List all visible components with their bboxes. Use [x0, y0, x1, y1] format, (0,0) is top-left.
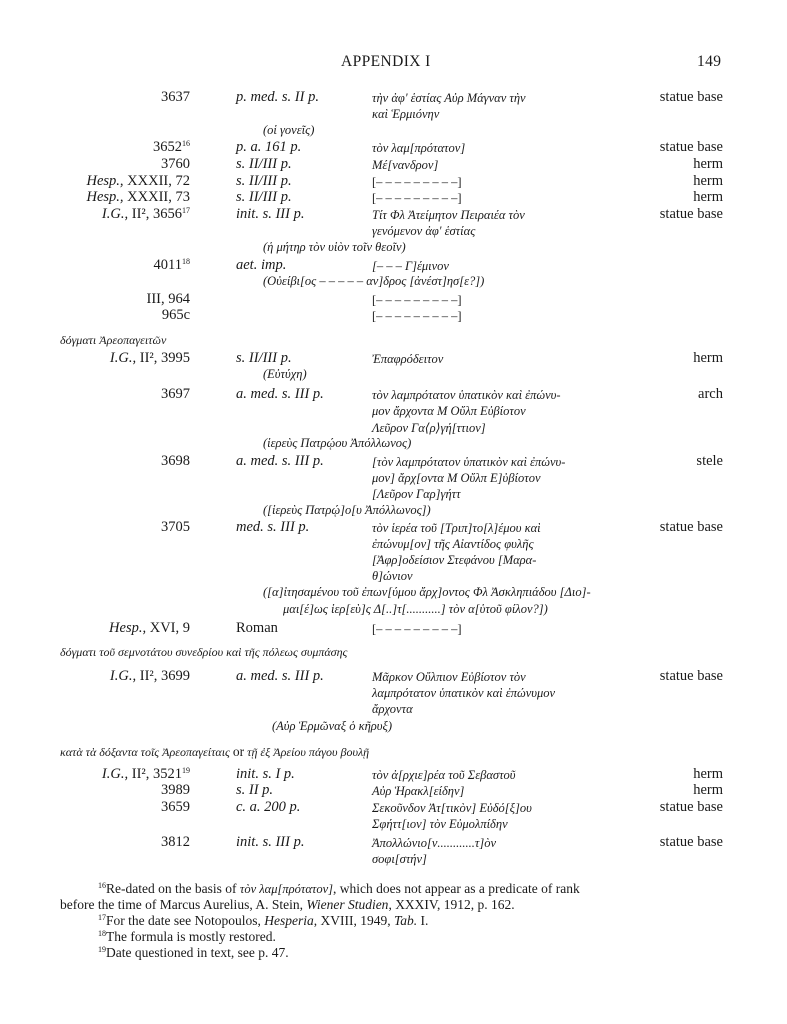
page-number: 149: [697, 53, 722, 70]
note-3697: (ἱερεὺς Πατρῴου Ἀπόλλωνος): [263, 436, 412, 450]
text-ig-3995: Ἐπαφρόδειτον: [372, 352, 444, 366]
type-hesp-xxxii-72: herm: [693, 173, 723, 189]
text-iii-964: [– – – – – – – – –]: [372, 293, 462, 307]
ref-3989: 3989: [161, 782, 190, 798]
note-ig-3699: (Αὐρ Ἑρμῶναξ ὁ κῆρυξ): [272, 719, 393, 733]
date-3698: a. med. s. III p.: [236, 453, 324, 469]
text-3652: τὸν λαμ[πρότατον]: [372, 141, 466, 155]
text-4011-line2: (Οὐείβι[ος – – – – – αν]δρος [ἀνέστ]ησ[ε?]): [263, 274, 485, 288]
text-3812-line2: σοφι[στήν]: [372, 852, 427, 866]
ref-965c: 965c: [161, 307, 190, 323]
text-3637-line1: τὴν ἀφ' ἑστίας Αὐρ Μάγναν τὴν: [372, 91, 526, 105]
text-4011-line1: [– – – Γ]έμινον: [372, 259, 449, 273]
note-3705-line2: μαι[έ]ως ἱερ[εὺ]ς Δ[..]τ[...........] τὸν α[ὑτοῦ φίλον?]): [283, 602, 548, 616]
text-3697-line3: Λεῦρον Γα⟨ρ⟩γή[ττιον]: [372, 421, 486, 435]
text-ig-3699-line2: λαμπρότατον ὑπατικὸν καὶ ἐπώνυμον: [372, 686, 556, 700]
ref-iii-964: III, 964: [146, 291, 190, 307]
text-3698-line1: [τὸν λαμπρότατον ὑπατικὸν καὶ ἐπώνυ-: [372, 455, 566, 469]
date-3637: p. med. s. II p.: [236, 89, 319, 105]
text-3637-line2: καὶ Ἑρμιόνην: [372, 107, 440, 121]
ref-3705: 3705: [161, 519, 190, 535]
text-965c: [– – – – – – – – –]: [372, 309, 462, 323]
date-4011: aet. imp.: [236, 257, 287, 273]
text-3705-line3: [Ἀφρ]οδείσιον Στεφάνου [Μαρα-: [372, 553, 537, 567]
text-3705-line1: τὸν ἱερέα τοῦ [Τριπ]το[λ]έμου καὶ: [372, 521, 541, 535]
type-ig-3995: herm: [693, 350, 723, 366]
ref-3760: 3760: [161, 156, 190, 172]
type-3705: statue base: [659, 519, 723, 535]
type-3698: stele: [696, 453, 723, 469]
date-ig-3699: a. med. s. III p.: [236, 668, 324, 684]
date-3652: p. a. 161 p.: [236, 139, 302, 155]
text-3659-line1: Σεκοῦνδον Ἀτ[τικὸν] Εὐδό[ξ]ου: [372, 801, 532, 815]
ref-3637: 3637: [161, 89, 190, 105]
ref-ig-3656: I.G., II², 3656$^{17}$: [101, 206, 190, 222]
footnote-16-line1: $^{16}$Re-dated on the basis of τὸν λαμ[πρότατον], which does not appear as a predicate of rank: [98, 881, 580, 896]
section-heading-areopagus: κατὰ τὰ δόξαντα τοῖς Ἀρεοπαγείταις or τῇ ἐξ Ἀρείου πάγου βουλῇ: [60, 744, 370, 759]
footnote-ref-18: 18: [182, 257, 190, 266]
text-ig-3656-line1: Τίτ Φλ Ἀτείμητον Πειραιέα τὸν: [372, 208, 525, 222]
text-ig-3699-line3: ἄρχοντα: [372, 702, 413, 716]
type-3697: arch: [698, 386, 723, 402]
text-3697-line1: τὸν λαμπρότατον ὑπατικὸν καὶ ἐπώνυ-: [372, 388, 561, 402]
type-ig-3656: statue base: [659, 206, 723, 222]
text-3812-line1: Ἀπολλώνιο[ν............τ]ὸν: [372, 836, 497, 850]
text-ig-3656-line2: γενόμενον ἀφ' ἑστίας: [372, 224, 476, 238]
footnote-ref-16: 16: [182, 139, 190, 148]
note-ig-3995: (Εὐτύχη): [263, 367, 307, 381]
text-hesp-xxxii-73: [– – – – – – – – –]: [372, 191, 462, 205]
footnote-17: $^{17}$For the date see Notopoulos, Hesperia, XVIII, 1949, Tab. I.: [98, 913, 429, 928]
note-3637: (οἱ γονεῖς): [263, 123, 315, 137]
footnote-ref-17: 17: [182, 206, 190, 215]
footnote-ref-19: 19: [182, 766, 190, 775]
type-3760: herm: [693, 156, 723, 172]
text-3698-line3: [Λεῦρον Γαρ]γήττ: [372, 487, 461, 501]
section-heading-areopagites: δόγματι Ἀρεοπαγειτῶν: [60, 333, 167, 347]
type-hesp-xxxii-73: herm: [693, 189, 723, 205]
text-ig-3699-line1: Μᾶρκον Οὔλπιον Εὐβίοτον τὸν: [372, 670, 526, 684]
footnote-18: $^{18}$The formula is mostly restored.: [98, 929, 276, 944]
type-ig-3699: statue base: [659, 668, 723, 684]
date-ig-3656: init. s. III p.: [236, 206, 305, 222]
date-3705: med. s. III p.: [236, 519, 310, 535]
text-3989: Αὐρ Ἡρακλ[είδην]: [372, 784, 465, 798]
text-ig-3521: τὸν ἀ[ρχιε]ρέα τοῦ Σεβαστοῦ: [372, 768, 516, 782]
type-3637: statue base: [659, 89, 723, 105]
note-3698: ([ἱερεὺς Πατρῴ]ο[υ Ἀπόλλωνος]): [263, 503, 431, 517]
ref-3698: 3698: [161, 453, 190, 469]
date-hesp-xxxii-73: s. II/III p.: [236, 189, 292, 205]
date-3697: a. med. s. III p.: [236, 386, 324, 402]
footnote-16-line2: before the time of Marcus Aurelius, A. Stein, Wiener Studien, XXXIV, 1912, p. 162.: [60, 897, 515, 912]
date-hesp-xxxii-72: s. II/III p.: [236, 173, 292, 189]
type-3812: statue base: [659, 834, 723, 850]
ref-3812: 3812: [161, 834, 190, 850]
type-ig-3521: herm: [693, 766, 723, 782]
date-3760: s. II/III p.: [236, 156, 292, 172]
date-3659: c. a. 200 p.: [236, 799, 301, 815]
note-3705-line1: ([α]ἰτησαμένου τοῦ ἐπων[ύμου ἄρχ]οντος Φλ Ἀσκληπιάδου [Διο]-: [263, 585, 591, 599]
text-3705-line4: θ]ώνιον: [372, 569, 413, 583]
ref-3652: 3652$^{16}$: [153, 139, 190, 155]
date-3989: s. II p.: [236, 782, 274, 798]
date-hesp-xvi-9: Roman: [236, 620, 278, 636]
text-3698-line2: μον] ἄρχ[οντα Μ Οὔλπ Ε]ὐβίοτον: [372, 471, 541, 485]
ref-ig-3699: I.G., II², 3699: [109, 668, 190, 684]
running-header-title: APPENDIX I: [341, 53, 431, 70]
ref-3659: 3659: [161, 799, 190, 815]
text-hesp-xvi-9: [– – – – – – – – –]: [372, 622, 462, 636]
date-ig-3521: init. s. I p.: [236, 766, 295, 782]
date-ig-3995: s. II/III p.: [236, 350, 292, 366]
type-3989: herm: [693, 782, 723, 798]
date-3812: init. s. III p.: [236, 834, 305, 850]
text-hesp-xxxii-72: [– – – – – – – – –]: [372, 175, 462, 189]
footnote-19: $^{19}$Date questioned in text, see p. 47.: [98, 945, 289, 960]
ref-hesp-xxxii-72: Hesp., XXXII, 72: [86, 173, 190, 189]
text-3760: Μέ[νανδρον]: [372, 158, 439, 172]
ref-hesp-xxxii-73: Hesp., XXXII, 73: [86, 189, 190, 205]
type-3652: statue base: [659, 139, 723, 155]
note-ig-3656: (ἡ μήτηρ τὸν υἱὸν τοῖν θεοῖν): [263, 240, 406, 254]
text-3659-line2: Σφήττ[ιον] τὸν Εὐμολπίδην: [372, 817, 508, 831]
text-3697-line2: μον ἄρχοντα Μ Οὔλπ Εὐβίοτον: [372, 404, 526, 418]
type-3659: statue base: [659, 799, 723, 815]
ref-ig-3521: I.G., II², 3521$^{19}$: [101, 766, 190, 782]
section-heading-synedrion: δόγματι τοῦ σεμνοτάτου συνεδρίου καὶ τῆς πόλεως συμπάσης: [60, 645, 348, 659]
ref-ig-3995: I.G., II², 3995: [109, 350, 190, 366]
text-3705-line2: ἐπώνυμ[ον] τῆς Αἰαντίδος φυλῆς: [372, 537, 534, 551]
ref-hesp-xvi-9: Hesp., XVI, 9: [109, 620, 190, 636]
ref-4011: 4011$^{18}$: [153, 257, 190, 273]
ref-3697: 3697: [161, 386, 190, 402]
